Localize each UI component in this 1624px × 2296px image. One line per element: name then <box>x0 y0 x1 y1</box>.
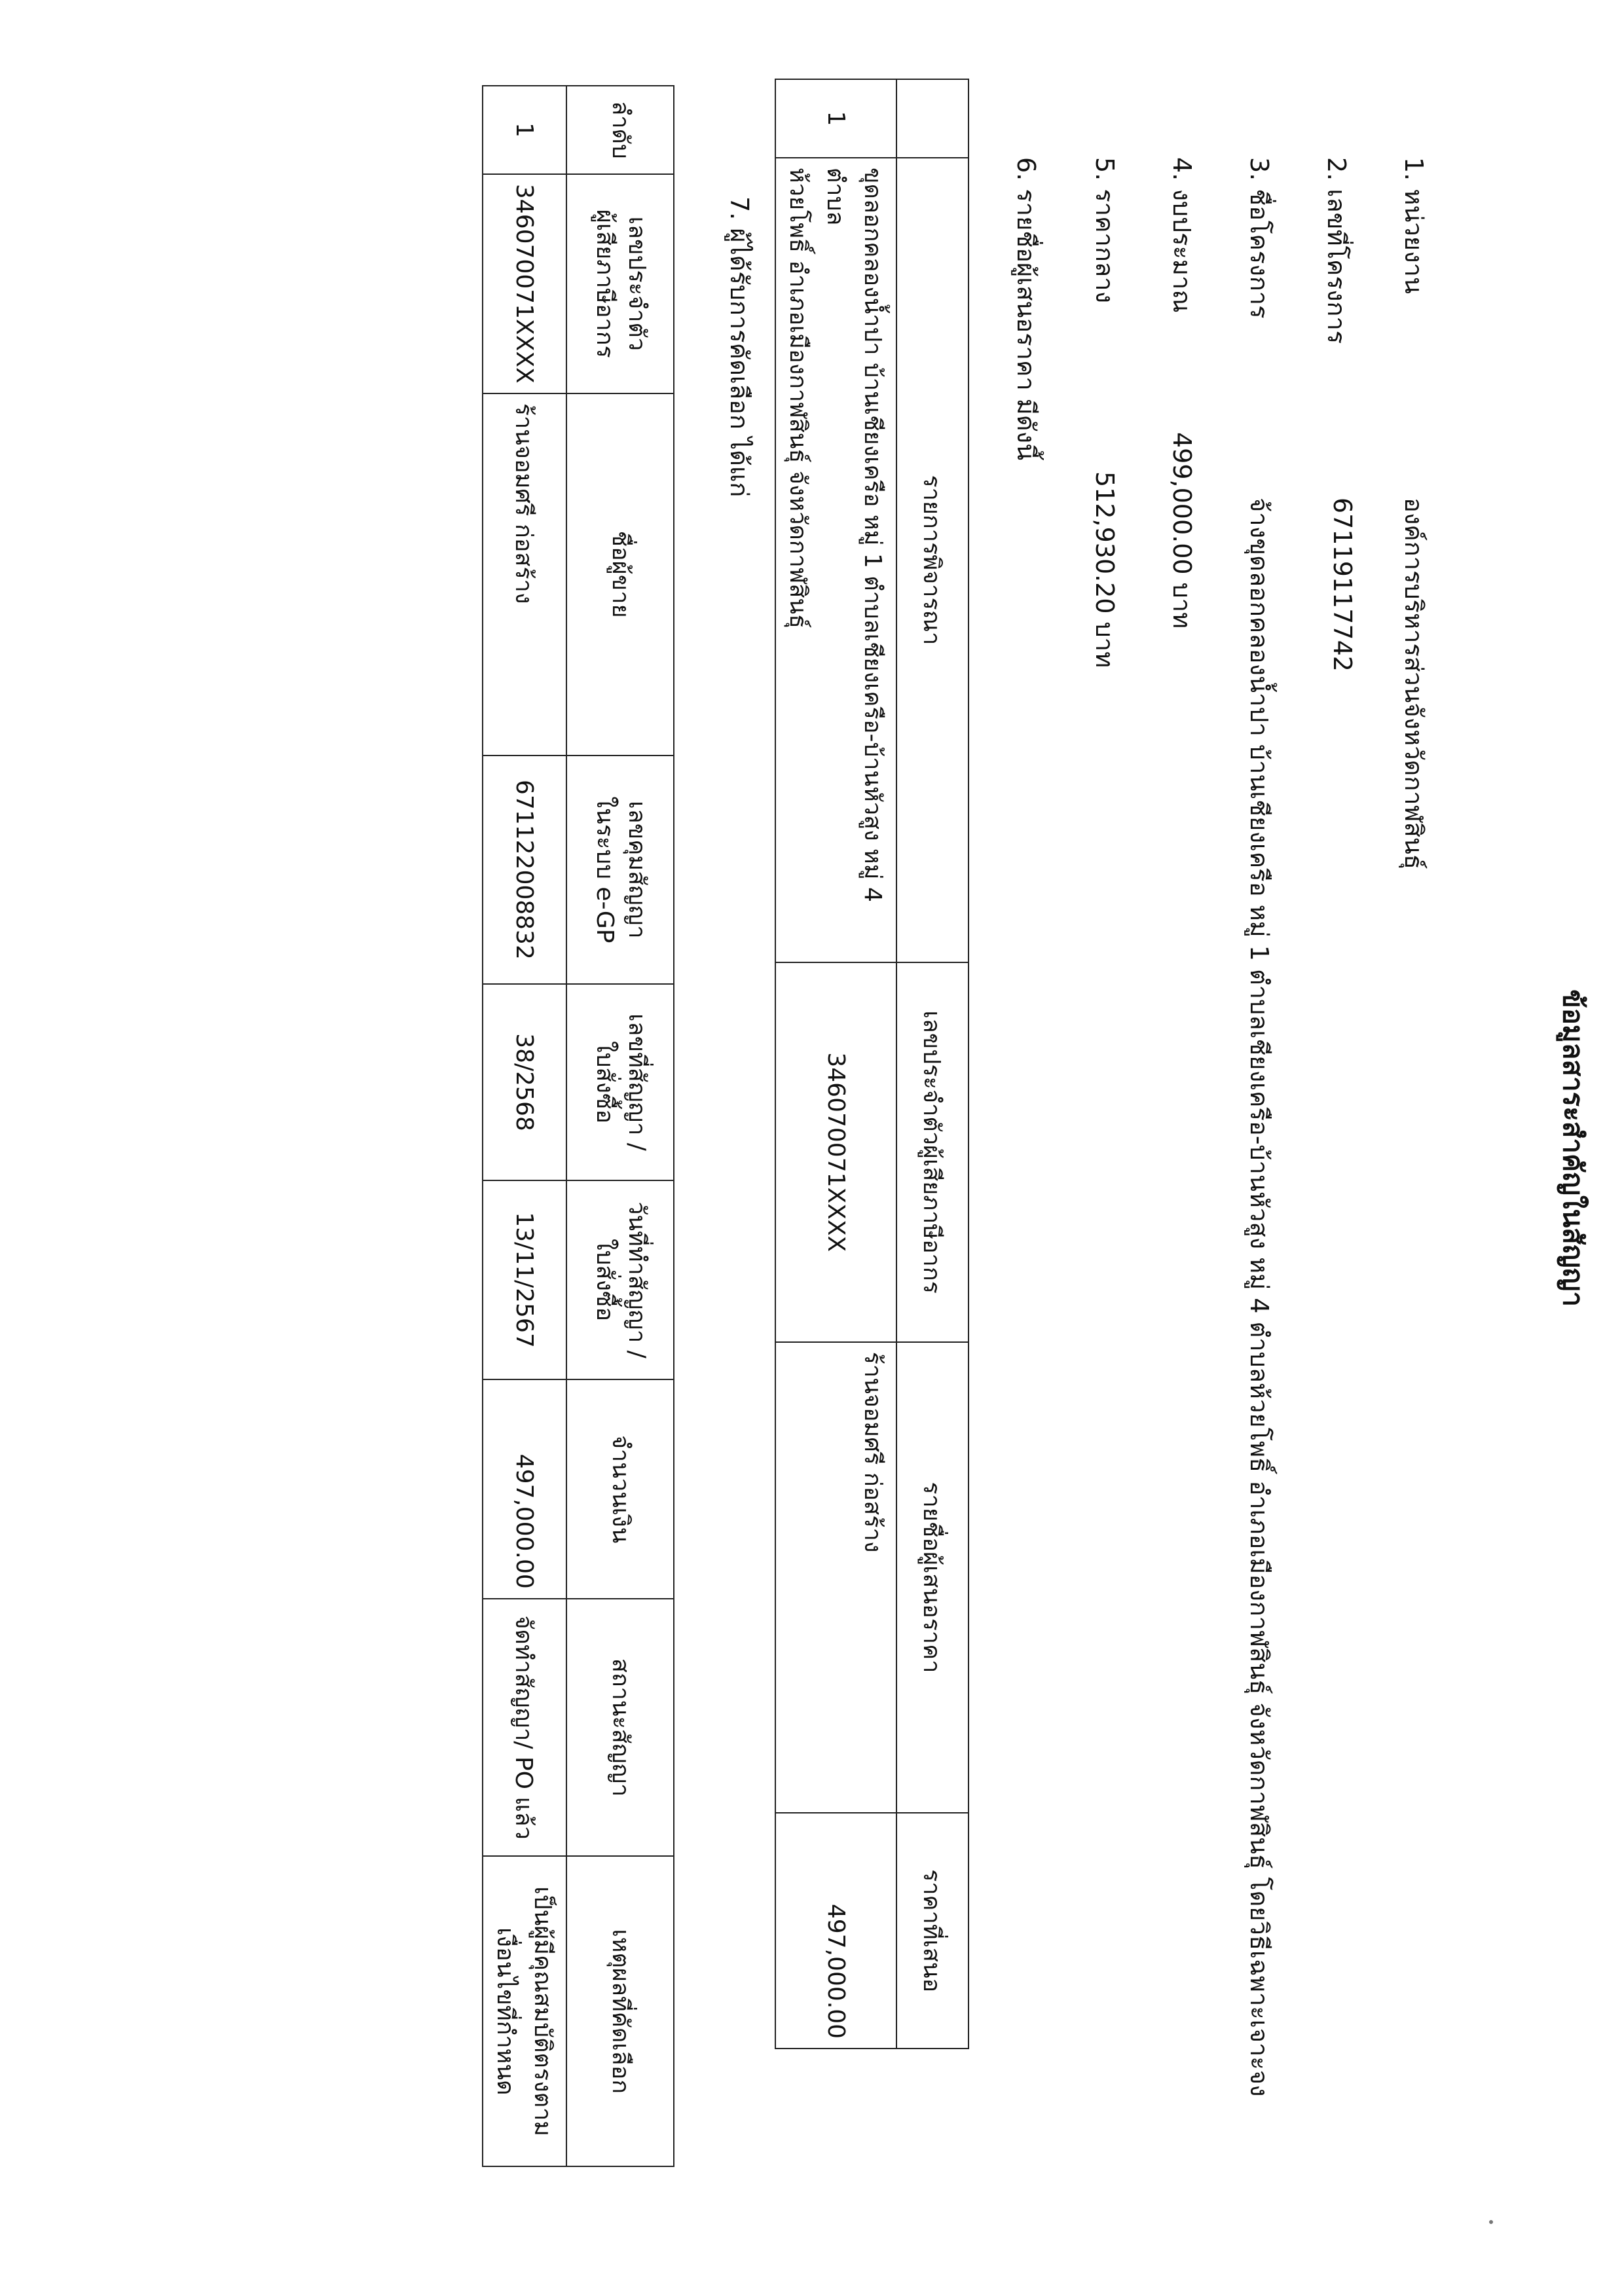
field-agency-value: องค์การบริหารส่วนจังหวัดกาฬสินธุ์ <box>1399 498 1428 869</box>
award-header-row <box>566 86 674 2166</box>
award-amount: 497,000.00 <box>483 1379 566 1598</box>
award-header-vendor <box>566 393 674 756</box>
award-header-amount <box>566 1379 674 1598</box>
award-reason: เป็นผู้มีคุณสมบัติตรงตามเงื่อนไขที่กำหนด <box>483 1856 566 2166</box>
award-header-contract-no-l1: เลขที่สัญญา / <box>623 1013 650 1151</box>
offer-item-line1: ขุดลอกคลองน้ำปา บ้านเชียงเครือ หมู่ 1 ตำบลเชียงเครือ-บ้านหัวสูง หมู่ 4 ตำบล <box>822 167 886 902</box>
field-budget-value: 499,000.00 บาท <box>1168 432 1196 629</box>
award-header-egp-l2: ในระบบ e-GP <box>591 796 618 943</box>
award-header-no <box>566 86 674 174</box>
award-table <box>482 85 674 2167</box>
award-header-status <box>566 1599 674 1857</box>
award-header-contract-no-l2: ใบสั่งซื้อ <box>591 1040 618 1124</box>
award-header-amount-l1: จำนวนเงิน <box>607 1434 635 1544</box>
award-header-no-l1: ลำดับ <box>607 101 635 159</box>
award-header-vendor-l1: ชื่อผู้ขาย <box>607 530 635 618</box>
offer-item <box>775 158 896 962</box>
award-contract-date: 13/11/2567 <box>483 1180 566 1380</box>
offers-table <box>775 79 969 2049</box>
field-project-name-value: จ้างขุดลอกคลองน้ำปา บ้านเชียงเครือ หมู่ 1 ตำบลเชียงเครือ-บ้านหัวสูง หมู่ 4 ตำบลห้วยโพธิ์ อำเภอเมืองกาฬสินธุ์ จังหวัดกาฬสินธุ์ โดยวิธีเฉพาะเจาะจง <box>1245 498 1274 2097</box>
award-header-tax-id-l2: ผู้เสียภาษีอากร <box>591 209 618 358</box>
award-no: 1 <box>483 86 566 174</box>
award-header-egp <box>566 756 674 985</box>
field-median-price-label: 5. ราคากลาง <box>1090 157 1119 304</box>
document-title: ข้อมูลสาระสำคัญในสัญญา <box>1557 989 1589 1307</box>
award-header-date-l1: วันที่ทำสัญญา / <box>623 1201 650 1358</box>
field-project-number-value: 67119117742 <box>1328 498 1357 672</box>
award-header-tax-id <box>566 174 674 393</box>
offer-bidder: ร้านจอมศรี ก่อสร้าง <box>775 1342 896 1813</box>
field-project-name-label: 3. ชื่อโครงการ <box>1245 157 1274 319</box>
offers-section-label: 6. รายชื่อผู้เสนอราคา มีดังนี้ <box>1012 157 1041 461</box>
award-header-tax-id-l1: เลขประจำตัว <box>623 216 650 351</box>
offers-header-no <box>896 79 969 158</box>
award-contract-no: 38/2568 <box>483 984 566 1180</box>
field-median-price-value: 512,930.20 บาท <box>1090 471 1119 668</box>
offers-header-tax-id: เลขประจำตัวผู้เสียภาษีอากร <box>896 962 969 1342</box>
award-header-egp-l1: เลขคุมสัญญา <box>623 801 650 939</box>
offer-no: 1 <box>775 79 896 158</box>
offers-header-bidder: รายชื่อผู้เสนอราคา <box>896 1342 969 1813</box>
offers-header-price: ราคาที่เสนอ <box>896 1813 969 2049</box>
offers-header-row <box>896 79 969 2049</box>
offer-tax-id: 346070071XXXX <box>775 962 896 1342</box>
award-header-date <box>566 1180 674 1380</box>
table-row <box>775 79 896 2049</box>
award-egp-no: 671122008832 <box>483 756 566 985</box>
scan-dot <box>1489 2220 1493 2224</box>
offer-item-line2: ห้วยโพธิ์ อำเภอเมืองกาฬสินธุ์ จังหวัดกาฬสินธุ์ <box>784 167 811 629</box>
award-header-date-l2: ใบสั่งซื้อ <box>591 1238 618 1322</box>
field-project-number-label: 2. เลขที่โครงการ <box>1322 157 1351 344</box>
award-header-reason <box>566 1856 674 2166</box>
offers-header-item: รายการพิจารณา <box>896 158 969 962</box>
field-agency-label: 1. หน่วยงาน <box>1399 157 1428 294</box>
award-status: จัดทำสัญญา/ PO แล้ว <box>483 1599 566 1857</box>
award-header-contract-no <box>566 984 674 1180</box>
award-section-label: 7. ผู้ได้รับการคัดเลือก ได้แก่ <box>725 196 754 498</box>
award-tax-id: 346070071XXXX <box>483 174 566 393</box>
award-header-status-l1: สถานะสัญญา <box>607 1658 635 1797</box>
offer-price: 497,000.00 <box>775 1813 896 2049</box>
award-header-reason-l1: เหตุผลที่คัดเลือก <box>607 1929 635 2094</box>
field-budget-label: 4. งบประมาณ <box>1168 157 1196 313</box>
award-vendor: ร้านจอมศรี ก่อสร้าง <box>483 393 566 756</box>
table-row <box>483 86 566 2166</box>
